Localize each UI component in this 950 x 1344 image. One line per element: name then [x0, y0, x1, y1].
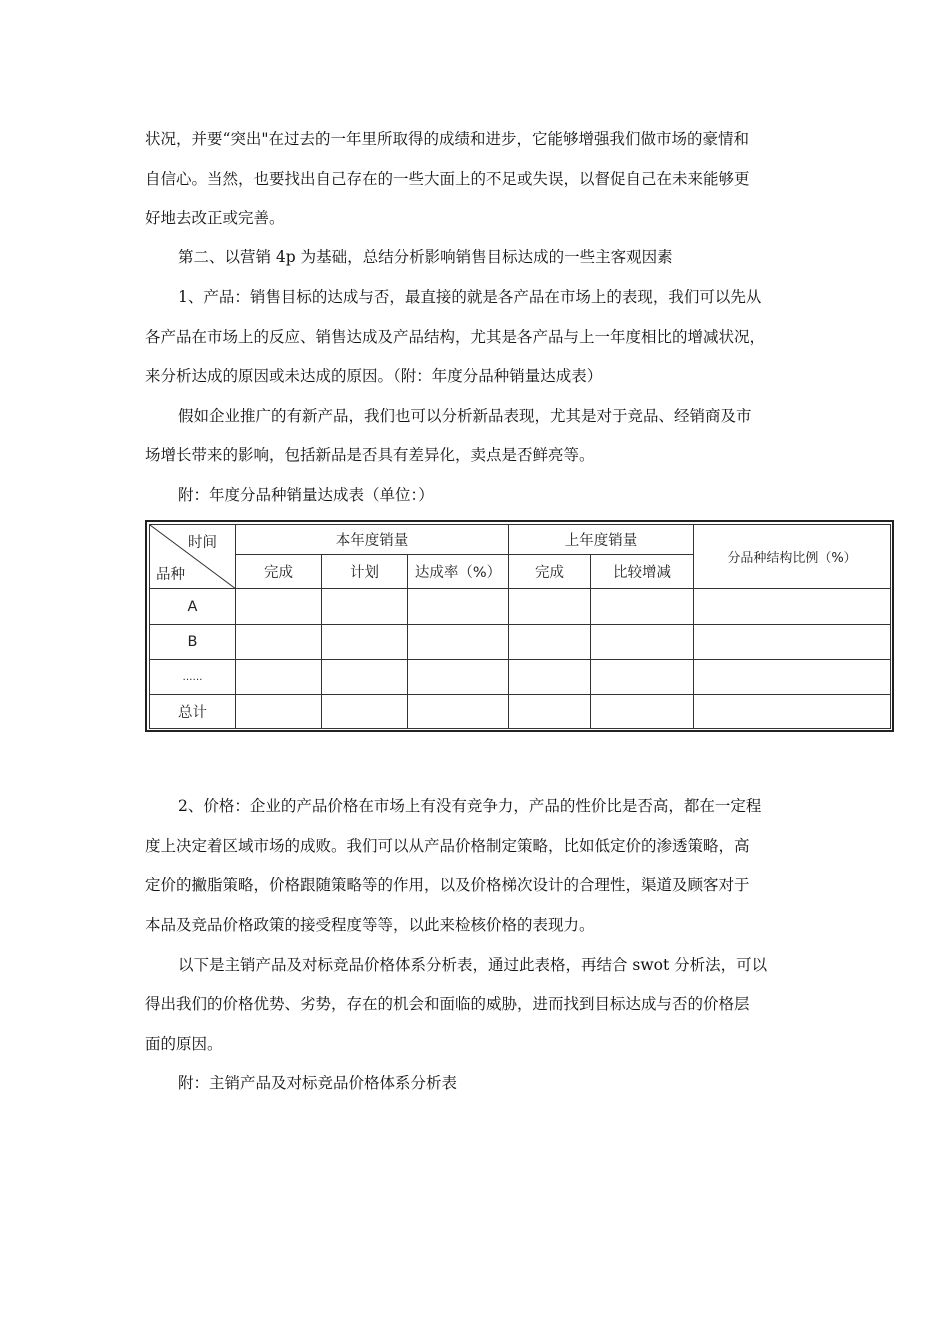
paragraph-line: 得出我们的价格优势、劣势，存在的机会和面临的威胁，进而找到目标达成与否的价格层 — [145, 995, 750, 1013]
table-cell — [509, 625, 591, 660]
table-row — [150, 625, 891, 660]
header-rate: 达成率（%） — [408, 555, 509, 589]
paragraph-line: 面的原因。 — [145, 1035, 223, 1053]
paragraph-line: 假如企业推广的有新产品，我们也可以分析新品表现，尤其是对于竞品、经销商及市 — [178, 407, 752, 425]
sales-achievement-table — [149, 524, 891, 729]
paragraph-line: 定价的撇脂策略，价格跟随策略等的作用，以及价格梯次设计的合理性，渠道及顾客对于 — [145, 876, 750, 894]
row-label: …… — [150, 660, 236, 695]
header-done: 完成 — [236, 555, 322, 589]
table-cell — [408, 625, 509, 660]
table-cell — [236, 695, 322, 729]
table-cell — [694, 589, 891, 625]
table-caption: 附：年度分品种销量达成表（单位：） — [178, 486, 434, 504]
header-prev-done: 完成 — [509, 555, 591, 589]
paragraph-line: 状况，并要“突出"在过去的一年里所取得的成绩和进步，它能够增强我们做市场的豪情和 — [145, 130, 750, 148]
row-label: A — [150, 589, 236, 625]
paragraph-line: 以下是主销产品及对标竞品价格体系分析表，通过此表格，再结合 swot 分析法，可以 — [178, 956, 768, 974]
table-cell — [408, 589, 509, 625]
table-row — [150, 660, 891, 695]
header-previous-year: 上年度销量 — [509, 525, 694, 555]
header-current-year: 本年度销量 — [236, 525, 509, 555]
header-structure-ratio: 分品种结构比例（%） — [694, 525, 891, 589]
table-cell — [236, 589, 322, 625]
corner-label-variety: 品种 — [156, 567, 185, 583]
paragraph-line: 本品及竞品价格政策的接受程度等等，以此来检核价格的表现力。 — [145, 916, 595, 934]
table-cell — [591, 695, 694, 729]
table-cell — [408, 660, 509, 695]
corner-label-time: 时间 — [188, 535, 217, 551]
table-cell — [322, 695, 408, 729]
row-label: B — [150, 625, 236, 660]
paragraph-line: 自信心。当然，也要找出自己存在的一些大面上的不足或失误，以督促自己在未来能够更 — [145, 170, 750, 188]
table-caption: 附：主销产品及对标竞品价格体系分析表 — [178, 1074, 458, 1092]
header-compare: 比较增减 — [591, 555, 694, 589]
header-plan: 计划 — [322, 555, 408, 589]
table-cell — [509, 589, 591, 625]
table-cell — [322, 625, 408, 660]
paragraph-line: 来分析达成的原因或未达成的原因。（附：年度分品种销量达成表） — [145, 367, 603, 385]
table-row — [150, 695, 891, 729]
table-corner-cell — [150, 525, 236, 589]
table-cell — [694, 695, 891, 729]
table-cell — [694, 660, 891, 695]
sales-table-frame — [145, 520, 894, 732]
table-row — [150, 589, 891, 625]
table-cell — [322, 660, 408, 695]
table-cell — [408, 695, 509, 729]
table-cell — [591, 589, 694, 625]
table-cell — [236, 625, 322, 660]
table-cell — [236, 660, 322, 695]
table-cell — [694, 625, 891, 660]
table-cell — [509, 695, 591, 729]
table-cell — [591, 660, 694, 695]
paragraph-line: 各产品在市场上的反应、销售达成及产品结构，尤其是各产品与上一年度相比的增减状况， — [145, 328, 766, 346]
paragraph-line: 度上决定着区域市场的成败。我们可以从产品价格制定策略，比如低定价的渗透策略，高 — [145, 837, 750, 855]
section-heading: 第二、以营销 4p 为基础，总结分析影响销售目标达成的一些主客观因素 — [178, 248, 673, 266]
table-cell — [509, 660, 591, 695]
table-cell — [591, 625, 694, 660]
row-label: 总计 — [150, 695, 236, 729]
paragraph-line: 场增长带来的影响，包括新品是否具有差异化，卖点是否鲜亮等。 — [145, 446, 595, 464]
paragraph-line: 好地去改正或完善。 — [145, 209, 285, 227]
paragraph-line: 1、产品：销售目标的达成与否，最直接的就是各产品在市场上的表现，我们可以先从 — [178, 288, 762, 306]
paragraph-line: 2、价格：企业的产品价格在市场上有没有竞争力，产品的性价比是否高，都在一定程 — [178, 797, 762, 815]
table-cell — [322, 589, 408, 625]
